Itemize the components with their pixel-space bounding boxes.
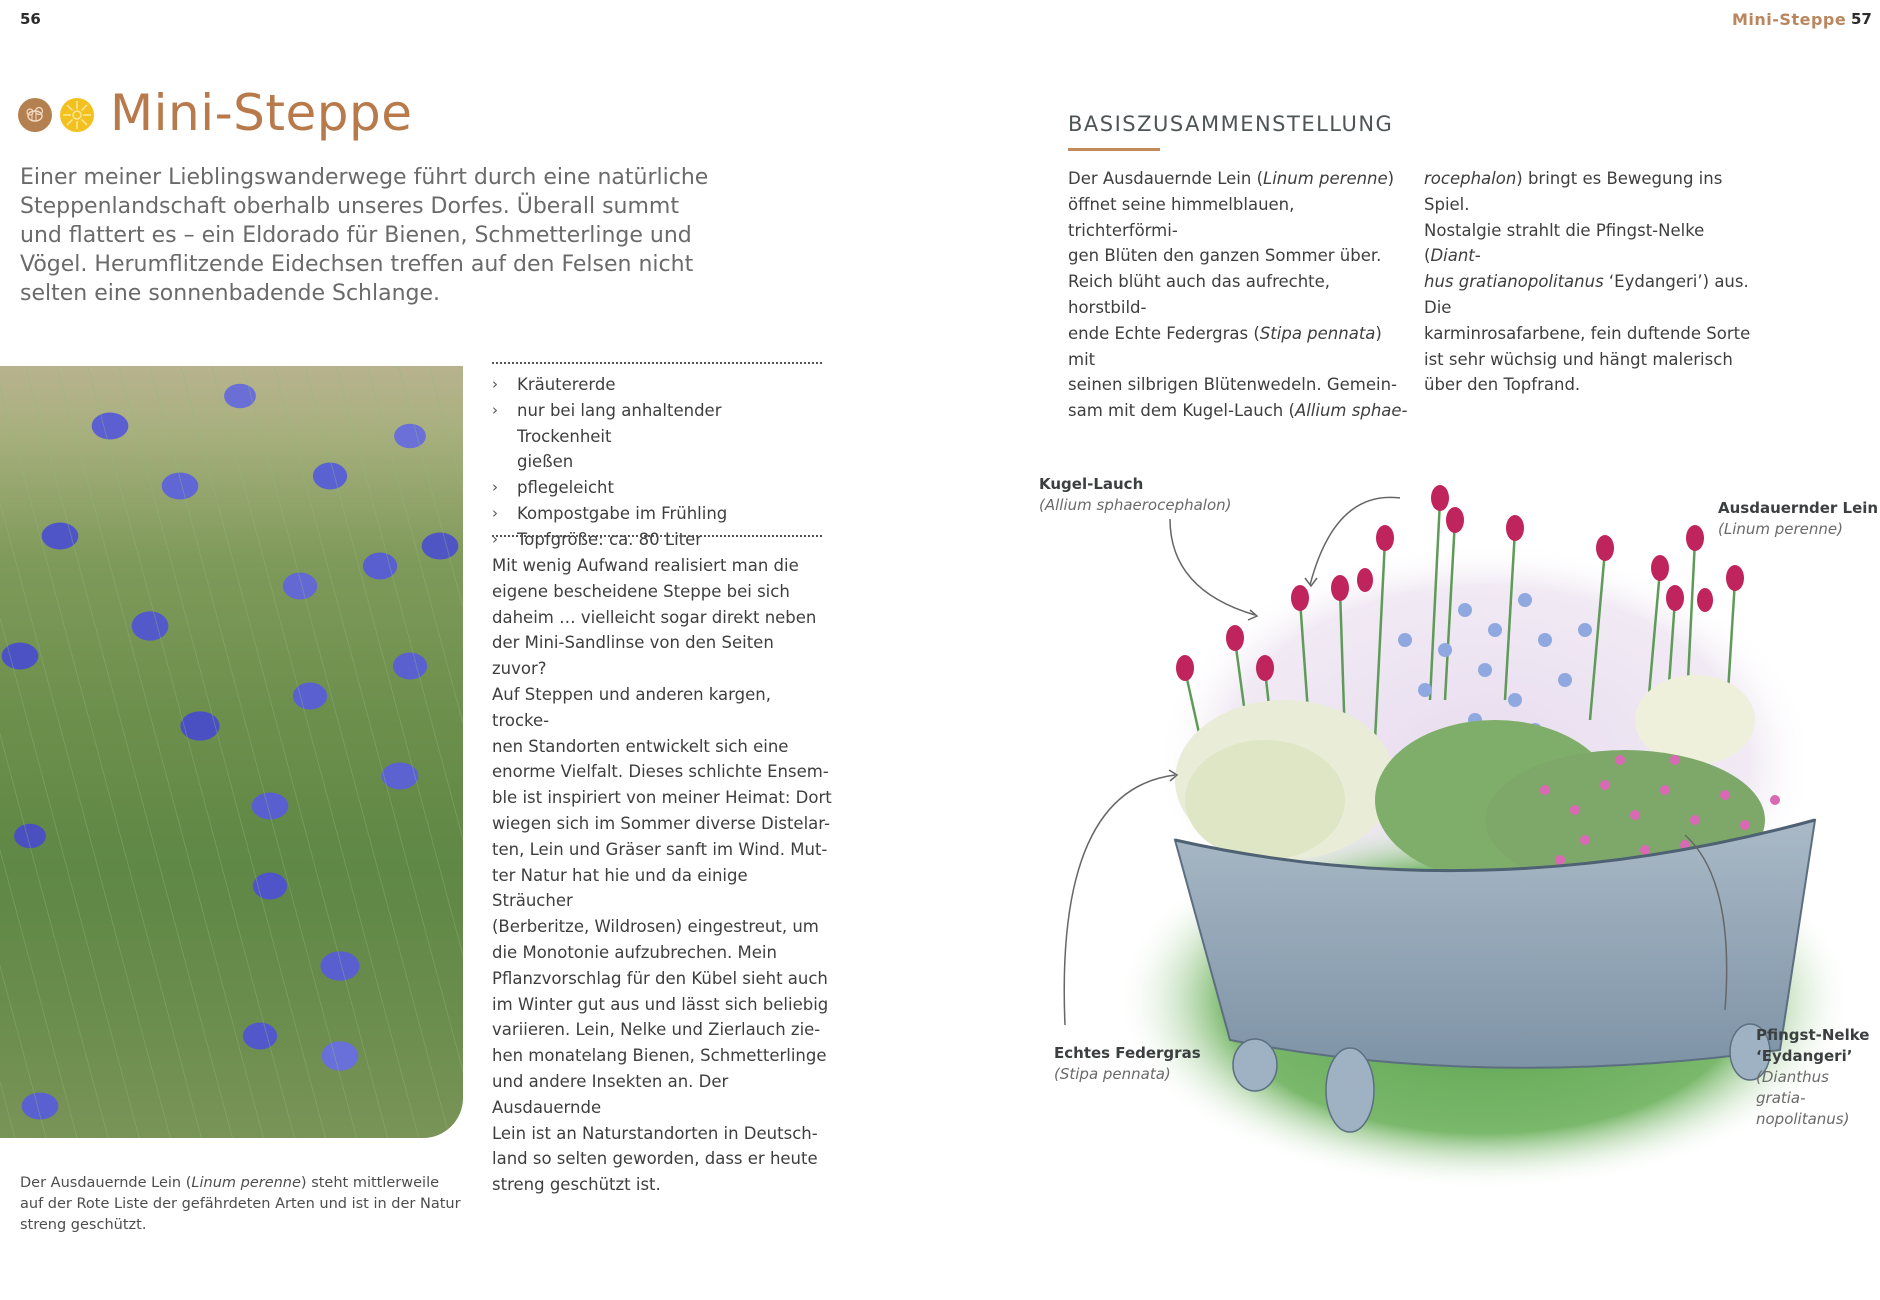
body-line: streng geschützt ist. (492, 1175, 661, 1195)
chevron-right-icon: › (492, 478, 498, 497)
body-line: variieren. Lein, Nelke und Zierlauch zie- (492, 1020, 821, 1040)
label-latin: (Stipa pennata) (1054, 1065, 1171, 1083)
checklist-text: nur bei lang anhaltender Trockenheit (517, 400, 722, 446)
flax-photo (0, 366, 463, 1138)
sun-icon (60, 98, 94, 132)
intro-line: Steppenlandschaft oberhalb unseres Dorfes. Überall summt (20, 194, 679, 219)
body-line: wiegen sich im Sommer diverse Distelar- (492, 813, 830, 833)
page-number-right: 57 (1851, 10, 1872, 28)
label-ausdauernder-lein (1718, 498, 1878, 540)
body-line: hen monatelang Bienen, Schmetterlinge (492, 1046, 827, 1066)
body-line: Mit wenig Aufwand realisiert man die (492, 556, 799, 575)
label-cultivar: ‘Eydangeri’ (1756, 1047, 1853, 1065)
body-line: Auf Steppen und anderen kargen, trocke- (492, 684, 771, 730)
text-line: ende Echte Federgras (Stipa pennata) mit (1068, 323, 1382, 369)
checklist-text: Kräutererde (517, 375, 616, 394)
section-heading: BASISZUSAMMENSTELLUNG (1068, 112, 1394, 136)
text-line: Der Ausdauernde Lein (Linum perenne) (1068, 169, 1395, 188)
label-latin: (Allium sphaerocephalon) (1039, 496, 1232, 514)
chevron-right-icon: › (492, 529, 498, 548)
caption-text: auf der Rote Liste der gefährdeten Arten und ist in der Natur (20, 1196, 461, 1212)
body-line: und andere Insekten an. Der Ausdauernde (492, 1071, 729, 1117)
bee-icon (18, 98, 52, 132)
body-line: im Winter gut aus und lässt sich beliebig (492, 994, 829, 1014)
label-pfingst-nelke (1756, 1025, 1880, 1130)
intro-line: Vögel. Herumflitzende Eidechsen treffen auf den Felsen nicht (20, 252, 694, 277)
checklist-item (492, 372, 817, 398)
body-line: ter Natur hat hie und da einige Sträucher (492, 865, 748, 911)
body-line: daheim … vielleicht sogar direkt neben (492, 607, 817, 627)
caption-text: Der Ausdauernde Lein ( (20, 1175, 192, 1191)
body-line: Lein ist an Naturstandorten in Deutsch- (492, 1123, 818, 1143)
body-line: der Mini-Sandlinse von den Seiten zuvor? (492, 633, 774, 679)
title-icons (18, 98, 98, 138)
chevron-right-icon: › (492, 503, 498, 522)
checklist-item (492, 398, 817, 475)
checklist-item (492, 475, 817, 501)
chevron-right-icon: › (492, 400, 498, 419)
caption-text: ) steht mittlerweile (300, 1175, 440, 1191)
intro-line: und flattert es – ein Eldorado für Bienen, Schmetterlinge und (20, 223, 692, 248)
divider-bottom (492, 535, 822, 537)
body-text (492, 553, 832, 1198)
text-line: ist sehr wüchsig und hängt malerisch (1424, 349, 1733, 369)
checklist-text: Topfgröße: ca. 80 Liter (517, 529, 703, 549)
body-line: enorme Vielfalt. Dieses schlichte Ensem- (492, 762, 829, 782)
composition-text-col2 (1424, 166, 1764, 398)
text-line: seinen silbrigen Blütenwedeln. Gemein- (1068, 375, 1397, 395)
label-latin: (Linum perenne) (1718, 520, 1844, 538)
label-latin: nopolitanus) (1756, 1110, 1850, 1128)
checklist-text: Kompostgabe im Frühling (517, 503, 728, 523)
body-line: eigene bescheidene Steppe bei sich (492, 581, 790, 601)
body-line: ten, Lein und Gräser sanft im Wind. Mut- (492, 839, 828, 859)
text-line: über den Topfrand. (1424, 375, 1581, 395)
body-line: Pflanzvorschlag für den Kübel sieht auch (492, 968, 828, 988)
text-line: öffnet seine himmelblauen, trichterförmi- (1068, 194, 1295, 240)
body-line: (Berberitze, Wildrosen) eingestreut, um (492, 917, 819, 937)
bathtub-planter-illustration (1039, 440, 1880, 1200)
text-line: karminrosafarbene, fein duftende Sorte (1424, 323, 1751, 343)
composition-text-col1 (1068, 166, 1408, 424)
page-title: Mini-Steppe (110, 84, 413, 142)
text-line: Reich blüht auch das aufrechte, horstbild- (1068, 272, 1331, 317)
body-line: die Monotonie aufzubrechen. Mein (492, 942, 777, 962)
checklist-text: pflegeleicht (517, 478, 614, 498)
divider-top (492, 362, 822, 364)
illustration-graphic (1045, 440, 1880, 1200)
text-line: Nostalgie strahlt die Pfingst-Nelke (Diant- (1424, 220, 1705, 266)
checklist-item (492, 527, 817, 553)
text-line: gen Blüten den ganzen Sommer über. (1068, 246, 1382, 266)
caption-latin: Linum perenne (191, 1175, 301, 1191)
label-name: Echtes Federgras (1054, 1044, 1201, 1062)
body-line: land so selten geworden, dass er heute (492, 1149, 818, 1169)
checklist-text: gießen (517, 452, 574, 472)
running-title: Mini-Steppe (1732, 10, 1847, 29)
care-checklist (492, 372, 817, 553)
text-line: sam mit dem Kugel-Lauch (Allium sphae- (1068, 401, 1408, 421)
intro-line: selten eine sonnenbadende Schlange. (20, 281, 441, 306)
text-line: hus gratianopolitanus ‘Eydangeri’) aus. Die (1424, 272, 1749, 317)
intro-paragraph (20, 163, 720, 308)
checklist-item (492, 501, 817, 527)
body-line: ble ist inspiriert von meiner Heimat: Dort (492, 788, 832, 808)
photo-grass-texture (0, 366, 463, 1138)
page-number-left: 56 (20, 10, 41, 28)
caption-text: streng geschützt. (20, 1217, 147, 1233)
label-name: Ausdauernder Lein (1718, 499, 1879, 517)
heading-underline (1068, 148, 1160, 151)
label-name: Pfingst-Nelke (1756, 1026, 1870, 1044)
label-name: Kugel-Lauch (1039, 475, 1144, 493)
body-line: nen Standorten entwickelt sich eine (492, 736, 789, 756)
label-latin: (Dianthus gratia- (1756, 1068, 1829, 1107)
intro-line: Einer meiner Lieblingswanderwege führt durch eine natürliche (20, 165, 709, 190)
text-line: rocephalon) bringt es Bewegung ins Spiel. (1424, 169, 1723, 214)
chevron-right-icon: › (492, 375, 498, 393)
photo-caption (20, 1173, 480, 1236)
label-kugel-lauch (1039, 474, 1232, 516)
label-echtes-federgras (1054, 1043, 1201, 1085)
